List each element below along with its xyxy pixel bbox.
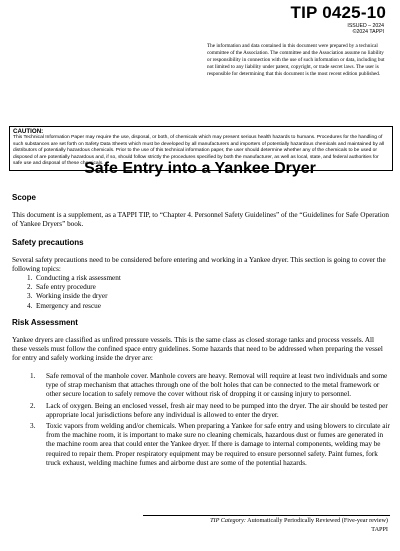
footer-org: TAPPI xyxy=(371,526,388,533)
list-item: 3. Working inside the dryer xyxy=(27,292,108,301)
safety-topic-list xyxy=(12,274,390,311)
safety-text: Several safety precautions need to be considered before entering and working in a Yankee dryer. This section is going to cover the following topics: xyxy=(12,256,386,274)
list-item: 2. Safe entry procedure xyxy=(27,283,96,292)
hazard-list xyxy=(12,372,390,470)
scope-text: This document is a supplement, as a TAPPI TIP, to “Chapter 4. Personnel Safety Guidelines” of the “Guidelines for Safe Operation of Yankee Dryers” book. xyxy=(12,211,390,229)
scope-heading: Scope xyxy=(12,193,37,202)
list-item: 2. Lack of oxygen. Being an enclosed vessel, fresh air may need to be pumped into the dryer. The air should be tested per appropriate local jurisdictions before any individual is allowed to enter the dryer. xyxy=(30,401,388,419)
disclaimer-text: The information and data contained in this document were prepared by a technical committee of the Association. The committee and the Association assume no liability or responsibility in connection with the use of such information or data, including but not limited to any liability under patent, copyright, or trade secret laws. The user is responsible for determining that this document is the most recent edition published. xyxy=(207,43,385,78)
risk-text: Yankee dryers are classified as unfired pressure vessels. This is the same class as closed storage tanks and process vessels. All these vessels must follow the confined space entry guidelines. Some hazards that need to be addressed when preparing the vessel for entry and safely working inside the dryer are: xyxy=(12,336,383,363)
footer-rule xyxy=(143,515,390,516)
risk-heading: Risk Assessment xyxy=(12,318,78,327)
list-item: 1. Safe removal of the manhole cover. Manhole covers are heavy. Removal will require at least two individuals and some type of strap mechanism that attaches through one of the bolt holes that can be connected to the metal framework or other secure location to safely remove the cover without risk of dropping it or causing injury to personnel. xyxy=(30,372,388,399)
issued-date: ISSUED – 2024 xyxy=(347,23,384,29)
caution-body: This Technical Information Paper may require the use, disposal, or both, of chemicals which may present serious health hazards to humans. Procedures for the handling of such substances are set forth on Safety Data Sheets which must be developed by all manufacturers and importers of potentially hazardous chemicals and maintained by all distributors of potentially hazardous chemicals. Prior to the use of this technical information paper, the user should determine whether any of the chemicals to be used or disposed of are potentially hazardous and, if so, should follow strictly the procedures specified by both the manufacturer, as well as local, state, and federal authorities for safe use and disposal of these chemicals. xyxy=(13,135,385,167)
list-item: 1. Conducting a risk assessment xyxy=(27,274,121,282)
footer-category xyxy=(210,517,388,524)
page-title: Safe Entry into a Yankee Dryer xyxy=(84,160,316,177)
category-value: Automatically Periodically Reviewed (Five-year review) xyxy=(247,517,388,524)
list-item: 4. Emergency and rescue xyxy=(27,301,101,310)
document-number: TIP 0425-10 xyxy=(290,3,386,22)
copyright: ©2024 TAPPI xyxy=(352,29,384,36)
caution-title: CAUTION: xyxy=(13,128,44,135)
safety-heading: Safety precautions xyxy=(12,238,84,247)
list-item: 3. Toxic vapors from welding and/or chemicals. When preparing a Yankee for safe entry and using blowers to circulate air from the machine room, it is important to make sure no cleaning chemicals, hazardous dust or fumes are generated in the machine room area that could enter the Yankee dryer. If there is damage to internal components, welding may be required to repair them. Proper respiratory equipment may be required to ensure personnel safety. Paint fumes, fork truck exhaust, welding machine fumes and airborne dust are some of the potential hazards. xyxy=(30,422,390,467)
category-label: TIP Category: xyxy=(210,517,246,524)
issue-info xyxy=(347,23,384,35)
